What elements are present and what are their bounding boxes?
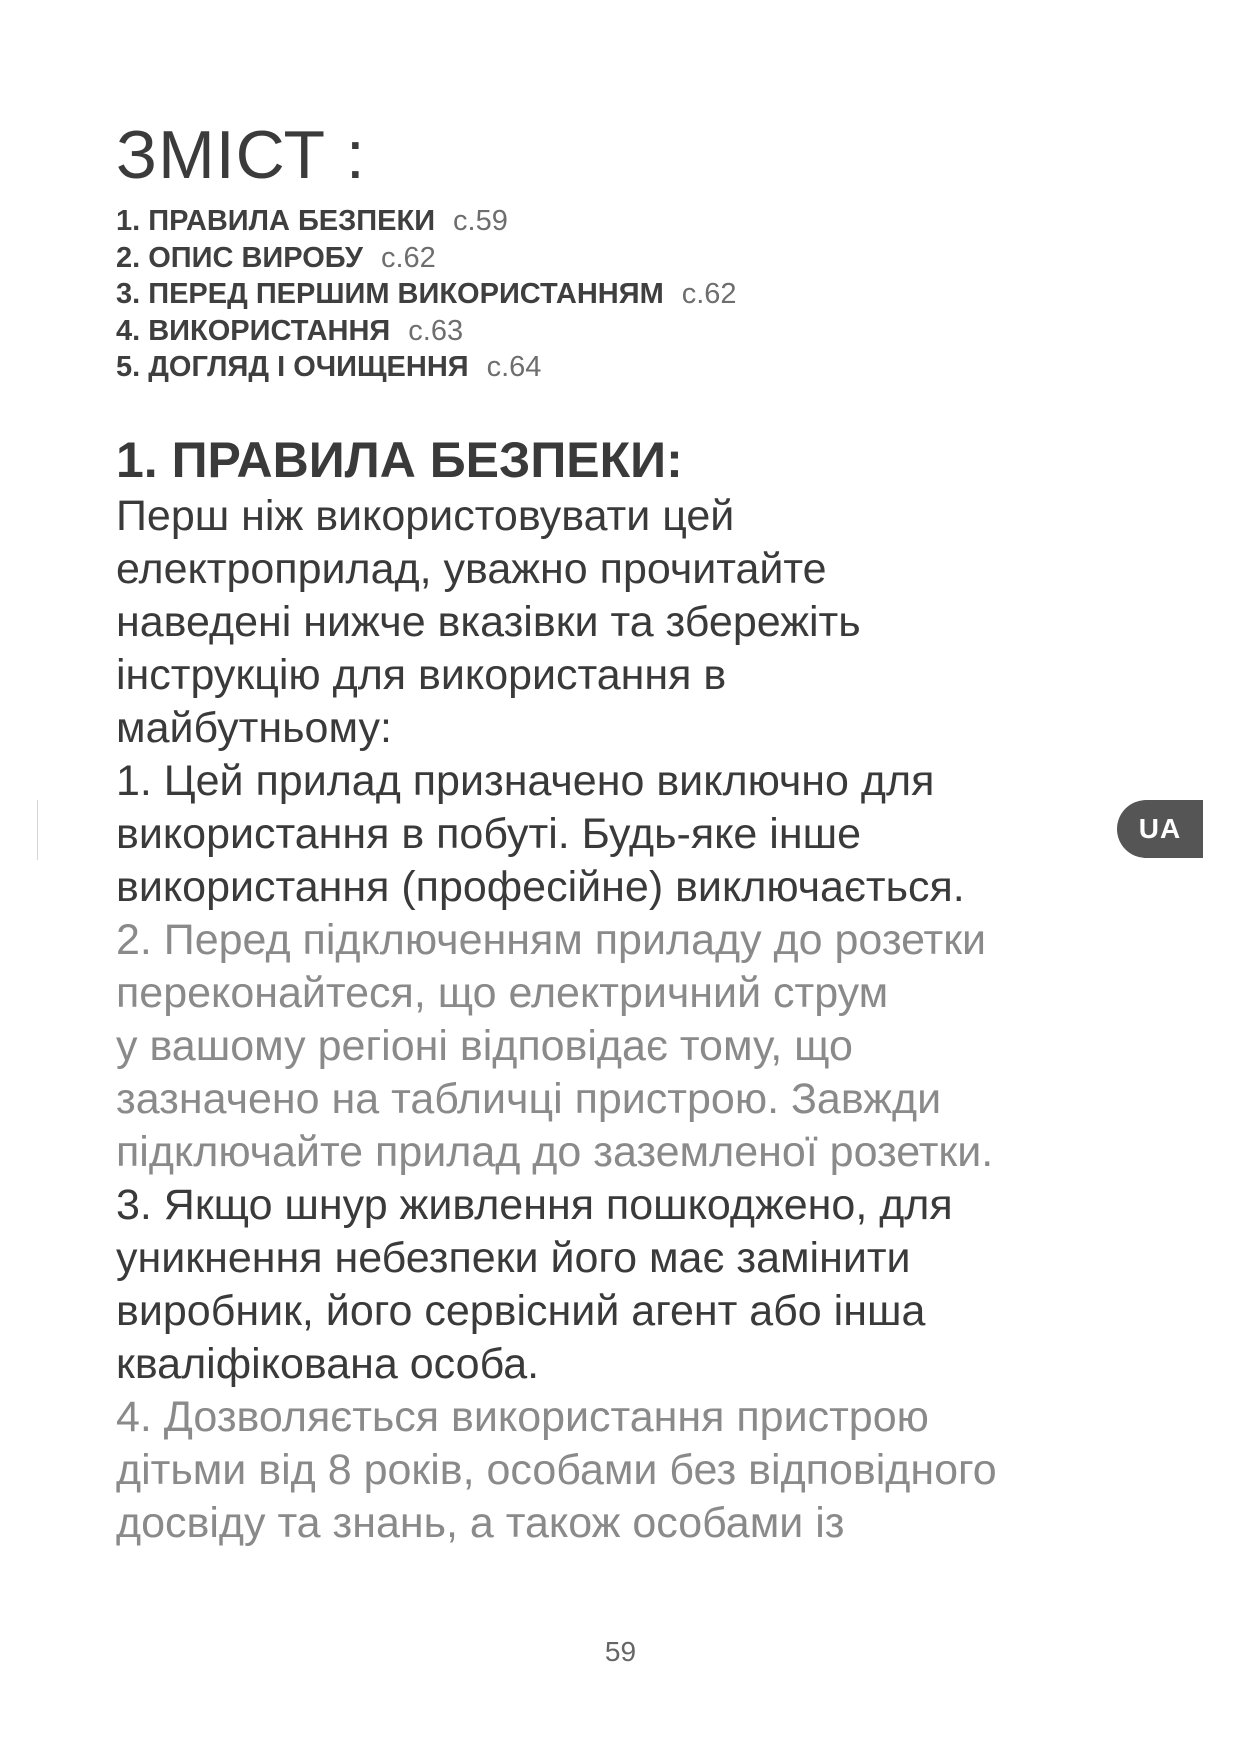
toc-item[interactable] xyxy=(116,240,737,277)
contents-title: ЗМІСТ : xyxy=(116,117,366,193)
table-of-contents xyxy=(116,203,737,386)
toc-item-page: с.62 xyxy=(380,241,436,274)
toc-item[interactable] xyxy=(116,349,737,386)
section-body xyxy=(116,490,1116,1550)
toc-item[interactable] xyxy=(116,276,737,313)
language-tab: UA xyxy=(1117,800,1203,858)
toc-item-label: 4. ВИКОРИСТАННЯ xyxy=(116,314,391,347)
toc-item-page: с.63 xyxy=(408,314,464,347)
safety-item: 4. Дозволяється використання пристрою дітьми від 8 років, особами без відповідного досвіду та знань, а також особами із xyxy=(116,1393,997,1547)
safety-item: 1. Цей прилад призначено виключно для використання в побуті. Будь-яке інше використання (професійне) виключається. xyxy=(116,757,965,911)
safety-item: 2. Перед підключенням приладу до розетки переконайтеся, що електричний струм у вашому регіоні відповідає тому, що зазначено на табличці пристрою. Завжди підключайте прилад до заземленої розетки. xyxy=(116,916,994,1176)
page-number: 59 xyxy=(604,1636,637,1667)
toc-item-label: 1. ПРАВИЛА БЕЗПЕКИ xyxy=(116,205,436,237)
toc-item[interactable] xyxy=(116,313,737,350)
safety-item: 3. Якщо шнур живлення пошкоджено, для уникнення небезпеки його має замінити виробник, його сервісний агент або інша кваліфікована особа. xyxy=(116,1181,953,1388)
toc-item-label: 5. ДОГЛЯД І ОЧИЩЕННЯ xyxy=(116,351,469,383)
margin-rule xyxy=(37,800,38,860)
intro-paragraph: Перш ніж використовувати цей електроприлад, уважно прочитайте наведені нижче вказівки та збережіть інструкцію для використання в майбутньому: xyxy=(116,492,861,752)
toc-item-label: 2. ОПИС ВИРОБУ xyxy=(116,241,363,274)
toc-item-page: с.59 xyxy=(453,205,508,237)
toc-item-page: с.64 xyxy=(486,351,542,383)
toc-item[interactable] xyxy=(116,203,737,240)
section-heading: 1. ПРАВИЛА БЕЗПЕКИ: xyxy=(116,432,683,488)
toc-item-page: с.62 xyxy=(681,278,737,310)
toc-item-label: 3. ПЕРЕД ПЕРШИМ ВИКОРИСТАННЯМ xyxy=(116,278,664,310)
